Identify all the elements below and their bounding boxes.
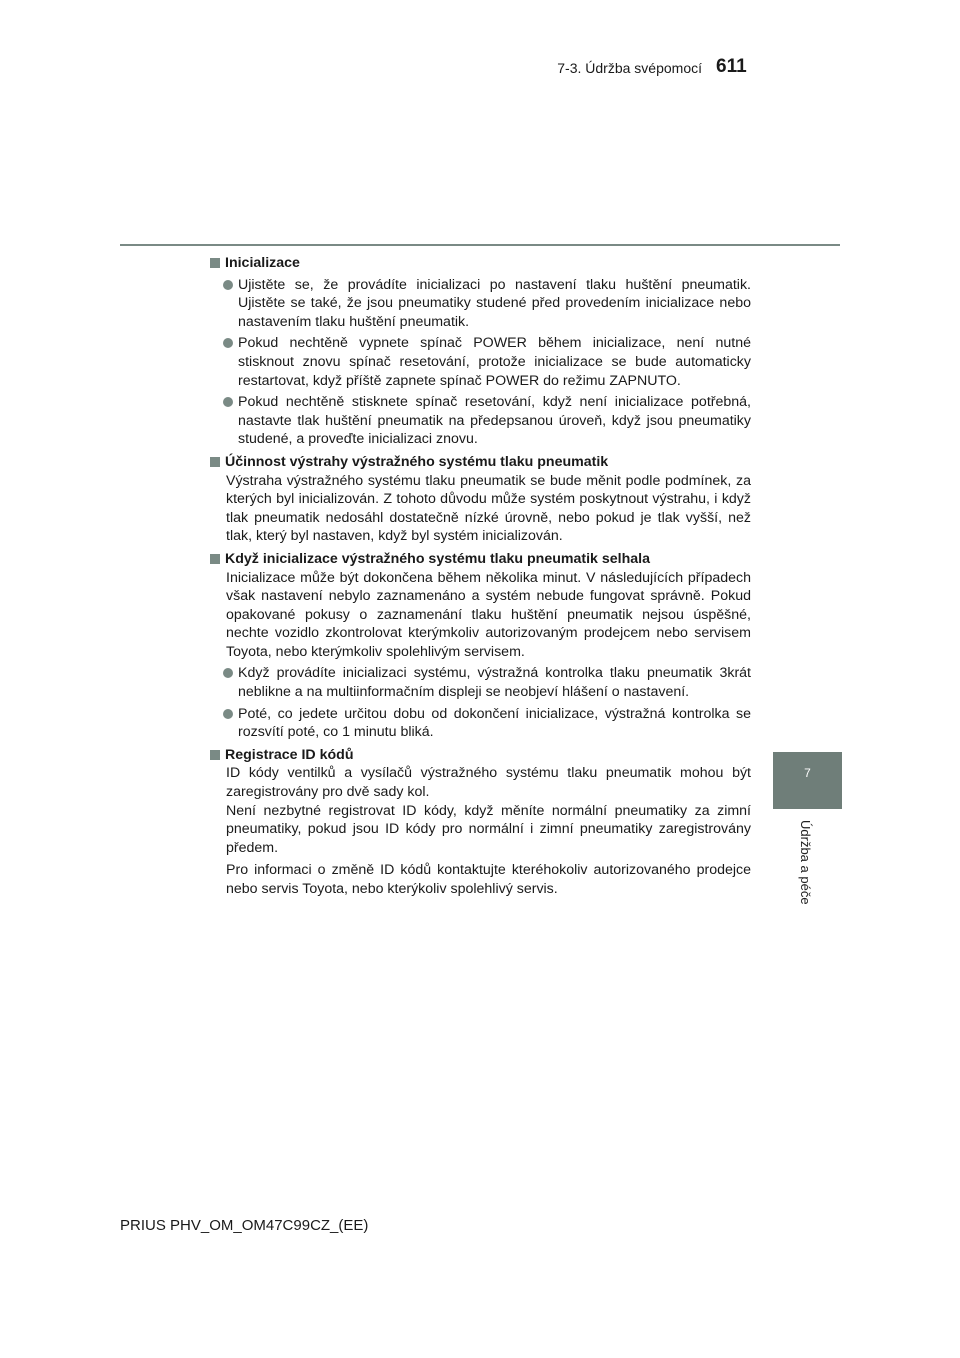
paragraph: Inicializace může být dokončena během několika minut. V následujících případech však nastavení nebylo zaznamenáno a systém nebude fungovat správně. Pokud opakované pokusy o zaznamenání tlaku huštění pneumatik nejsou úspěšné, nechte vozidlo zkontrolovat kterýmkoliv autorizovaným prodejcem nebo servisem Toyota, nebo kterýmkoliv spolehlivým servisem.	[226, 569, 751, 660]
square-bullet-icon	[210, 258, 220, 268]
circle-bullet-icon	[223, 397, 233, 407]
list-item: Poté, co jedete určitou dobu od dokončení inicializace, výstražná kontrolka se rozsvítí poté, co 1 minutu bliká.	[209, 705, 751, 742]
section-warning-effectiveness	[209, 453, 751, 546]
square-bullet-icon	[210, 750, 220, 760]
list-item: Pokud nechtěně stisknete spínač resetování, když není inicializace potřebná, nastavte tlak huštění pneumatik na předepsanou úroveň, když jsou pneumatiky studené, a proveďte inicializaci znovu.	[209, 393, 751, 449]
list-item: Když provádíte inicializaci systému, výstražná kontrolka tlaku pneumatik 3krát neblikne a na multiinformačním displeji se neobjeví hlášení o nastavení.	[209, 664, 751, 701]
paragraph: Výstraha výstražného systému tlaku pneumatik se bude měnit podle podmínek, za kterých byl inicializován. Z tohoto důvodu může systém poskytnout výstrahu, i když tlak pneumatik nedosáhl dostatečně nízké úrovně, nebo pokud je tlak vyšší, než tlak, který byl nastaven, když byl systém inicializován.	[226, 472, 751, 545]
section-title: Registrace ID kódů	[209, 746, 751, 765]
section-id-registration	[209, 746, 751, 899]
section-initialization	[209, 254, 751, 449]
paragraph: Není nezbytné registrovat ID kódy, když měníte normální pneumatiky za zimní pneumatiky, pokud jsou ID kódy pro normální i zimní pneumatiky zaregistrovány předem.	[226, 802, 751, 856]
list-item: Ujistěte se, že provádíte inicializaci po nastavení tlaku huštění pneumatik. Ujistěte se také, že jsou pneumatiky studené před provedením inicializace nebo nastavením tlaku huštění pneumatik.	[209, 276, 751, 332]
circle-bullet-icon	[223, 338, 233, 348]
chapter-side-title: Údržba a péče	[798, 820, 813, 905]
square-bullet-icon	[210, 554, 220, 564]
chapter-tab	[773, 752, 842, 809]
section-title: Účinnost výstrahy výstražného systému tlaku pneumatik	[209, 453, 751, 472]
document-code: PRIUS PHV_OM_OM47C99CZ_(EE)	[120, 1217, 369, 1234]
header-section-title: 7-3. Údržba svépomocí	[557, 60, 702, 76]
chapter-number: 7	[804, 766, 811, 780]
list-item: Pokud nechtěně vypnete spínač POWER během inicializace, není nutné stisknout znovu spínač resetování, protože inicializace se bude automaticky restartovat, když příště zapnete spínač POWER do režimu ZAPNUTO.	[209, 334, 751, 390]
square-bullet-icon	[210, 457, 220, 467]
paragraph: Pro informaci o změně ID kódů kontaktujte kteréhokoliv autorizovaného prodejce nebo servis Toyota, nebo kterýkoliv spolehlivý servis.	[226, 862, 751, 897]
paragraph: ID kódy ventilků a vysílačů výstražného systému tlaku pneumatik mohou být zaregistrovány pro dvě sady kol.	[226, 765, 751, 801]
page-number: 611	[716, 56, 747, 77]
circle-bullet-icon	[223, 709, 233, 719]
section-title: Když inicializace výstražného systému tlaku pneumatik selhala	[209, 550, 751, 569]
section-initialization-failed	[209, 550, 751, 742]
circle-bullet-icon	[223, 280, 233, 290]
header-divider	[120, 244, 840, 246]
section-title: Inicializace	[209, 254, 751, 273]
circle-bullet-icon	[223, 668, 233, 678]
page-content	[209, 254, 751, 903]
